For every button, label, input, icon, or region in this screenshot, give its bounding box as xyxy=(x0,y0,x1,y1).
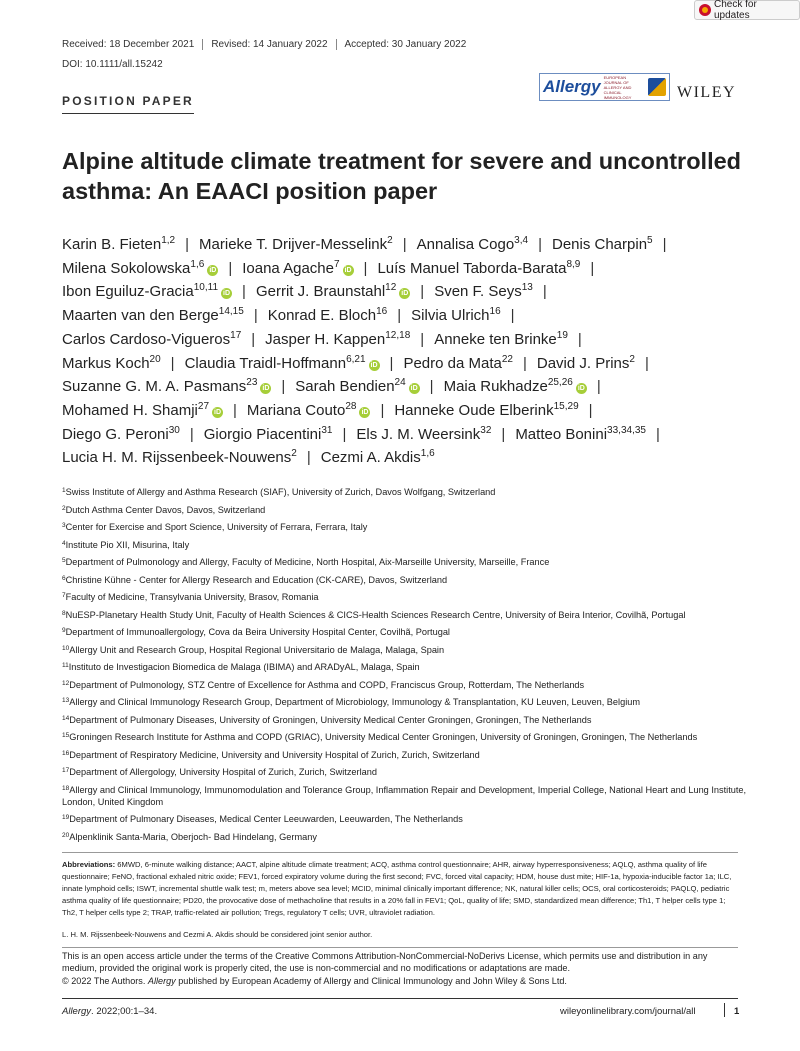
affiliation-item xyxy=(62,591,752,603)
abbreviations-label: Abbreviations: xyxy=(62,860,116,869)
author-separator: | xyxy=(402,236,407,253)
author[interactable] xyxy=(62,331,241,348)
author-affiliation-ref: 23 xyxy=(246,377,258,389)
author-separator: | xyxy=(538,236,542,253)
author-affiliation-ref: 22 xyxy=(501,353,513,365)
author-name: Giorgio Piacentini xyxy=(203,425,322,443)
affiliation-text: Allergy Unit and Research Group, Hospital Regional Universitario de Malaga, Malaga, Spain xyxy=(69,644,445,655)
affiliation-text: Department of Pulmonary Diseases, Medical Center Leeuwarden, Leeuwarden, The Netherlands xyxy=(69,814,463,824)
author[interactable] xyxy=(265,331,410,348)
author-name: Ibon Eguiluz-Gracia xyxy=(62,283,194,301)
author-affiliation-ref: 19 xyxy=(556,329,568,341)
affiliation-text: Department of Allergology, University Hospital of Zurich, Zurich, Switzerland xyxy=(69,767,377,777)
author-separator: | xyxy=(662,236,667,253)
accepted-date: Accepted: 30 January 2022 xyxy=(344,39,467,50)
affiliation-number: 18 xyxy=(62,784,70,792)
affiliation-number: 4 xyxy=(62,539,66,547)
author[interactable] xyxy=(62,260,218,277)
author[interactable] xyxy=(199,236,393,253)
author-separator: | xyxy=(577,330,582,348)
affiliation-item xyxy=(62,813,752,825)
author-name: Carlos Cardoso-Vigueros xyxy=(62,330,231,348)
author-separator: | xyxy=(596,378,601,396)
author-name: David J. Prins xyxy=(536,354,630,372)
author[interactable] xyxy=(537,355,635,372)
crossmark-icon xyxy=(699,4,711,16)
author-name: Mohamed H. Shamji xyxy=(62,401,198,419)
article-title: Alpine altitude climate treatment for severe and uncontrolled asthma: An EAACI position paper xyxy=(62,148,742,204)
affiliation-text: Department of Immunoallergology, Cova da Beira University Hospital Center, Covilhã, Portugal xyxy=(65,627,450,637)
journal-logo-subtext: EUROPEAN JOURNAL OF ALLERGY AND CLINICAL IMMUNOLOGY xyxy=(603,74,632,100)
author-name: Karin B. Fieten xyxy=(62,236,162,253)
orcid-icon[interactable]: iD xyxy=(370,361,378,369)
footer-url[interactable]: wileyonlinelibrary.com/journal/all xyxy=(560,1006,696,1017)
author-affiliation-ref: 15,29 xyxy=(553,400,579,412)
affiliation-item xyxy=(62,504,752,516)
divider xyxy=(62,852,738,853)
affiliation-text: Allergy and Clinical Immunology, Immunomodulation and Tolerance Group, Inflammation Repair and Development, Imperial College, National Heart and Lung Institute, London, United Kingdom xyxy=(62,784,747,807)
senior-author-note: L. H. M. Rijssenbeek-Nouwens and Cezmi A. Akdis should be considered joint senior author. xyxy=(62,930,373,939)
author[interactable] xyxy=(62,307,244,324)
affiliation-list xyxy=(62,486,752,848)
author-name: Lucia H. M. Rijssenbeek-Nouwens xyxy=(62,449,292,467)
affiliation-number: 13 xyxy=(62,697,70,704)
license-text: This is an open access article under the terms of the Creative Commons Attribution-NonCommercial-NoDerivs License, which permits use and distribution in any medium, provided the original work is properly cited, the use is non-commercial and no modifications or adaptations are made. xyxy=(62,951,708,974)
author-separator: | xyxy=(644,354,649,372)
affiliation-text: NuESP-Planetary Health Study Unit, Faculty of Health Sciences & CICS-Health Sciences Research Centre, University of Beira Interior, Covilhã, Portugal xyxy=(65,609,686,620)
affiliation-number: 12 xyxy=(62,679,70,687)
footer-citation-text: . 2022;00:1–34. xyxy=(91,1006,158,1017)
check-for-updates-label: Check for updates xyxy=(714,0,757,21)
license-notice xyxy=(62,950,740,987)
author-name: Sven F. Seys xyxy=(434,283,522,301)
orcid-icon[interactable]: iD xyxy=(344,266,352,274)
author-separator: | xyxy=(420,330,425,348)
author-name: Claudia Traidl-Hoffmann xyxy=(184,354,347,372)
author-name: Pedro da Mata xyxy=(403,354,502,372)
affiliation-item xyxy=(62,626,752,638)
author-affiliation-ref: 2 xyxy=(387,235,393,246)
author-separator: | xyxy=(429,378,434,396)
affiliation-text: Allergy and Clinical Immunology Research Group, Department of Microbiology, Immunology & Transplantation, KU Leuven, Leuven, Belgium xyxy=(69,697,640,707)
affiliation-number: 8 xyxy=(62,609,66,617)
author-name: Markus Koch xyxy=(62,354,150,372)
author-separator: | xyxy=(510,307,515,325)
author-affiliation-ref: 25,26 xyxy=(547,377,573,389)
footer-rule xyxy=(62,998,738,999)
affiliation-item xyxy=(62,766,752,778)
author-name: Cezmi A. Akdis xyxy=(320,449,421,467)
publisher-logo[interactable]: WILEY xyxy=(677,84,737,101)
affiliation-item xyxy=(62,784,752,808)
author[interactable] xyxy=(185,355,380,372)
author-affiliation-ref: 3,4 xyxy=(514,235,529,246)
affiliation-number: 9 xyxy=(62,627,66,634)
orcid-icon[interactable]: iD xyxy=(401,290,409,298)
author-separator: | xyxy=(233,401,237,419)
author-affiliation-ref: 6,21 xyxy=(346,353,366,365)
author-separator: | xyxy=(389,354,394,372)
copyright-prefix: © 2022 The Authors. xyxy=(62,975,148,986)
affiliation-item xyxy=(62,731,752,743)
author[interactable] xyxy=(411,307,500,324)
footer-journal: Allergy xyxy=(62,1006,92,1017)
orcid-icon[interactable]: iD xyxy=(262,385,270,393)
author-separator: | xyxy=(242,283,246,301)
author-affiliation-ref: 2 xyxy=(291,448,297,460)
author-separator: | xyxy=(522,354,527,372)
author-name: Marieke T. Drijver-Messelink xyxy=(199,236,388,253)
author-affiliation-ref: 10,11 xyxy=(193,282,219,294)
author-name: Anneke ten Brinke xyxy=(434,330,557,348)
author-affiliation-ref: 8,9 xyxy=(566,258,581,270)
author-affiliation-ref: 1,6 xyxy=(420,448,435,460)
orcid-icon[interactable]: iD xyxy=(577,385,585,393)
author[interactable] xyxy=(62,355,161,372)
orcid-icon[interactable]: iD xyxy=(209,266,217,274)
doi[interactable]: DOI: 10.1111/all.15242 xyxy=(62,59,163,70)
author-separator: | xyxy=(542,283,547,301)
affiliation-text: Center for Exercise and Sport Science, University of Ferrara, Ferrara, Italy xyxy=(65,522,368,532)
affiliation-item xyxy=(62,539,752,551)
author-name: Diego G. Peroni xyxy=(62,425,169,443)
received-date: Received: 18 December 2021 xyxy=(62,39,195,50)
divider xyxy=(202,39,203,50)
affiliation-text: Christine Kühne - Center for Allergy Research and Education (CK-CARE), Davos, Switzerland xyxy=(65,574,448,585)
affiliation-item xyxy=(62,521,752,533)
author-separator: | xyxy=(306,449,311,467)
author[interactable] xyxy=(62,378,271,395)
author[interactable] xyxy=(268,307,388,324)
divider xyxy=(336,39,337,50)
affiliation-number: 10 xyxy=(62,644,70,652)
author-affiliation-ref: 17 xyxy=(230,329,242,341)
orcid-icon[interactable]: iD xyxy=(410,385,418,393)
author-affiliation-ref: 7 xyxy=(333,258,340,270)
author-name: Annalisa Cogo xyxy=(416,236,515,253)
affiliation-item xyxy=(62,486,752,498)
article-dates xyxy=(62,39,466,50)
affiliation-item xyxy=(62,831,752,843)
author-affiliation-ref: 20 xyxy=(149,353,161,365)
affiliation-text: Institute Pio XII, Misurina, Italy xyxy=(65,539,190,550)
author[interactable] xyxy=(377,260,580,277)
eaaci-logo-icon xyxy=(648,78,666,96)
author[interactable] xyxy=(515,426,646,443)
copyright-suffix: published by European Academy of Allergy and Clinical Immunology and John Wiley & Sons Ltd. xyxy=(175,975,567,986)
author-name: Matteo Bonini xyxy=(515,425,608,443)
article-type-underline xyxy=(62,113,194,114)
author-affiliation-ref: 2 xyxy=(629,353,635,365)
author[interactable] xyxy=(247,402,371,419)
author[interactable] xyxy=(62,449,297,466)
affiliation-text: Dutch Asthma Center Davos, Davos, Switzerland xyxy=(65,504,266,515)
orcid-icon[interactable]: iD xyxy=(361,408,369,416)
author[interactable] xyxy=(552,236,653,253)
footer-citation xyxy=(62,1006,157,1017)
abbreviations xyxy=(62,859,740,919)
author-separator: | xyxy=(363,259,368,277)
affiliation-text: Swiss Institute of Allergy and Asthma Research (SIAF), University of Zurich, Davos Wolfgang, Switzerland xyxy=(65,487,496,497)
affiliation-text: Department of Respiratory Medicine, University and University Hospital of Zurich, Zurich, Switzerland xyxy=(69,749,480,760)
affiliation-item xyxy=(62,749,752,761)
affiliation-text: Alpenklinik Santa-Maria, Oberjoch- Bad Hindelang, Germany xyxy=(69,831,317,842)
author-separator: | xyxy=(655,425,660,443)
affiliation-item xyxy=(62,714,752,726)
affiliation-item xyxy=(62,644,752,656)
author-name: Jasper H. Kappen xyxy=(265,330,386,348)
author-affiliation-ref: 13 xyxy=(521,282,533,294)
copyright-journal: Allergy xyxy=(147,975,176,986)
author[interactable] xyxy=(204,426,333,443)
affiliation-text: Department of Pulmonology and Allergy, Faculty of Medicine, North Hospital, Aix-Marseille University, Marseille, France xyxy=(65,557,550,567)
footer-divider xyxy=(724,1003,725,1017)
author-affiliation-ref: 14,15 xyxy=(218,306,244,318)
author[interactable] xyxy=(62,402,223,419)
author-separator: | xyxy=(342,425,347,443)
author[interactable] xyxy=(356,426,491,443)
author-name: Konrad E. Bloch xyxy=(267,307,377,325)
author[interactable] xyxy=(394,402,578,419)
author-affiliation-ref: 16 xyxy=(376,306,388,318)
author[interactable] xyxy=(295,378,419,395)
author[interactable] xyxy=(417,236,528,253)
author-separator: | xyxy=(170,354,175,372)
affiliation-item xyxy=(62,556,752,568)
affiliation-text: Groningen Research Institute for Asthma and COPD (GRIAC), University Medical Center Groningen, University of Groningen, Groningen, The Netherlands xyxy=(69,732,698,742)
author-affiliation-ref: 1,2 xyxy=(161,235,176,246)
affiliation-text: Department of Pulmonary Diseases, University of Groningen, University Medical Center Groningen, Groningen, The Netherlands xyxy=(69,714,592,725)
author-affiliation-ref: 32 xyxy=(480,424,492,436)
affiliation-text: Faculty of Medicine, Transylvania University, Brasov, Romania xyxy=(65,592,319,602)
author-separator: | xyxy=(281,378,286,396)
author-name: Gerrit J. Braunstahl xyxy=(255,283,386,301)
author-name: Silvia Ulrich xyxy=(411,307,490,325)
check-for-updates-button[interactable] xyxy=(694,0,800,20)
author-separator: | xyxy=(397,307,402,325)
author-affiliation-ref: 27 xyxy=(197,400,210,412)
affiliation-number: 20 xyxy=(62,831,70,839)
author-name: Milena Sokolowska xyxy=(62,259,191,277)
author-list xyxy=(62,233,762,470)
author-affiliation-ref: 1,6 xyxy=(190,258,205,270)
page-number: 1 xyxy=(734,1006,740,1017)
affiliation-number: 17 xyxy=(62,767,70,774)
author-separator: | xyxy=(501,425,506,443)
author-name: Suzanne G. M. A. Pasmans xyxy=(62,378,247,396)
author-name: Sarah Bendien xyxy=(295,378,395,396)
author-name: Maarten van den Berge xyxy=(62,307,219,325)
abbreviations-text: 6MWD, 6-minute walking distance; AACT, alpine altitude climate treatment; ACQ, asthma control questionnaire; AHR, airway hyperresponsiveness; AQLQ, asthma quality of life questionnaire; FeNO, fractional exhaled nitric oxide; FEV1, forced expiratory volume during the first second; FVC, forced vital capacity; HDM, house dust mite; HIF-1a, hypoxia-inducible factor 1a; ILC, innate lymphoid cells; ISWT, incremental shuttle walk test; m, meters above sea level; MCID, minimal clinically important difference; NK, natural killer cells; OCS, oral corticosteroids; PAQLQ, pediatric asthma quality of life questionnaire; PD20, the provocative dose of methacholine that results in a 20% fall in FEV1; QoL, quality of life; SMD, standardized mean difference; Th1, T helper cells type 1; Th2, T helper cells type 2; TRAP, traffic-related air pollution; Tregs, regulatory T cells; UVR, ultraviolet radiation. xyxy=(62,860,732,917)
author[interactable] xyxy=(403,355,513,372)
affiliation-item xyxy=(62,696,752,708)
affiliation-number: 7 xyxy=(62,592,66,599)
affiliation-number: 3 xyxy=(62,522,66,529)
author-affiliation-ref: 12 xyxy=(385,282,397,294)
author[interactable] xyxy=(321,449,435,466)
affiliation-text: Department of Pulmonology, STZ Centre of Excellence for Asthma and COPD, Franciscus Group, Rotterdam, The Netherlands xyxy=(69,679,585,690)
author-affiliation-ref: 24 xyxy=(394,377,406,389)
author-affiliation-ref: 30 xyxy=(168,424,180,436)
author[interactable] xyxy=(434,331,568,348)
author-separator: | xyxy=(251,330,256,348)
author-separator: | xyxy=(253,307,258,325)
author-name: Hanneke Oude Elberink xyxy=(394,401,554,419)
author-name: Mariana Couto xyxy=(246,401,346,419)
author-affiliation-ref: 33,34,35 xyxy=(607,424,646,436)
orcid-icon[interactable]: iD xyxy=(223,290,231,298)
author-name: Ioana Agache xyxy=(242,259,334,277)
author-separator: | xyxy=(420,283,425,301)
affiliation-item xyxy=(62,661,752,673)
author-separator: | xyxy=(588,401,593,419)
author-affiliation-ref: 31 xyxy=(321,424,333,436)
affiliation-number: 19 xyxy=(62,814,70,821)
author[interactable] xyxy=(256,283,410,300)
article-type: POSITION PAPER xyxy=(62,94,194,108)
author[interactable] xyxy=(444,378,587,395)
author-name: Els J. M. Weersink xyxy=(356,425,481,443)
author-separator: | xyxy=(228,259,233,277)
author-name: Maia Rukhadze xyxy=(443,378,548,396)
affiliation-number: 6 xyxy=(62,574,66,582)
affiliation-item xyxy=(62,679,752,691)
affiliation-text: Instituto de Investigacion Biomedica de Malaga (IBIMA) and ARADyAL, Malaga, Spain xyxy=(68,662,420,672)
journal-logo[interactable] xyxy=(539,73,670,101)
divider xyxy=(62,947,738,948)
author[interactable] xyxy=(62,426,180,443)
author[interactable] xyxy=(62,283,232,300)
author[interactable] xyxy=(434,283,533,300)
affiliation-number: 5 xyxy=(62,557,66,564)
affiliation-item xyxy=(62,609,752,621)
revised-date: Revised: 14 January 2022 xyxy=(211,39,328,50)
author-affiliation-ref: 16 xyxy=(489,306,501,318)
affiliation-number: 15 xyxy=(62,732,70,739)
author-name: Denis Charpin xyxy=(551,236,648,253)
author-separator: | xyxy=(590,259,595,277)
orcid-icon[interactable]: iD xyxy=(214,408,222,416)
affiliation-number: 16 xyxy=(62,749,70,757)
author-affiliation-ref: 12,18 xyxy=(385,329,411,341)
affiliation-number: 2 xyxy=(62,504,66,512)
author-name: Luís Manuel Taborda-Barata xyxy=(377,259,567,277)
author-separator: | xyxy=(189,425,194,443)
author-affiliation-ref: 28 xyxy=(345,400,357,412)
author-separator: | xyxy=(185,236,190,253)
affiliation-number: 1 xyxy=(62,487,66,494)
affiliation-number: 11 xyxy=(62,662,69,669)
author[interactable] xyxy=(242,260,353,277)
author-affiliation-ref: 5 xyxy=(647,235,653,246)
affiliation-number: 14 xyxy=(62,714,70,722)
author[interactable] xyxy=(62,236,175,253)
journal-logo-text: Allergy xyxy=(543,77,601,96)
author-separator: | xyxy=(380,401,385,419)
affiliation-item xyxy=(62,574,752,586)
